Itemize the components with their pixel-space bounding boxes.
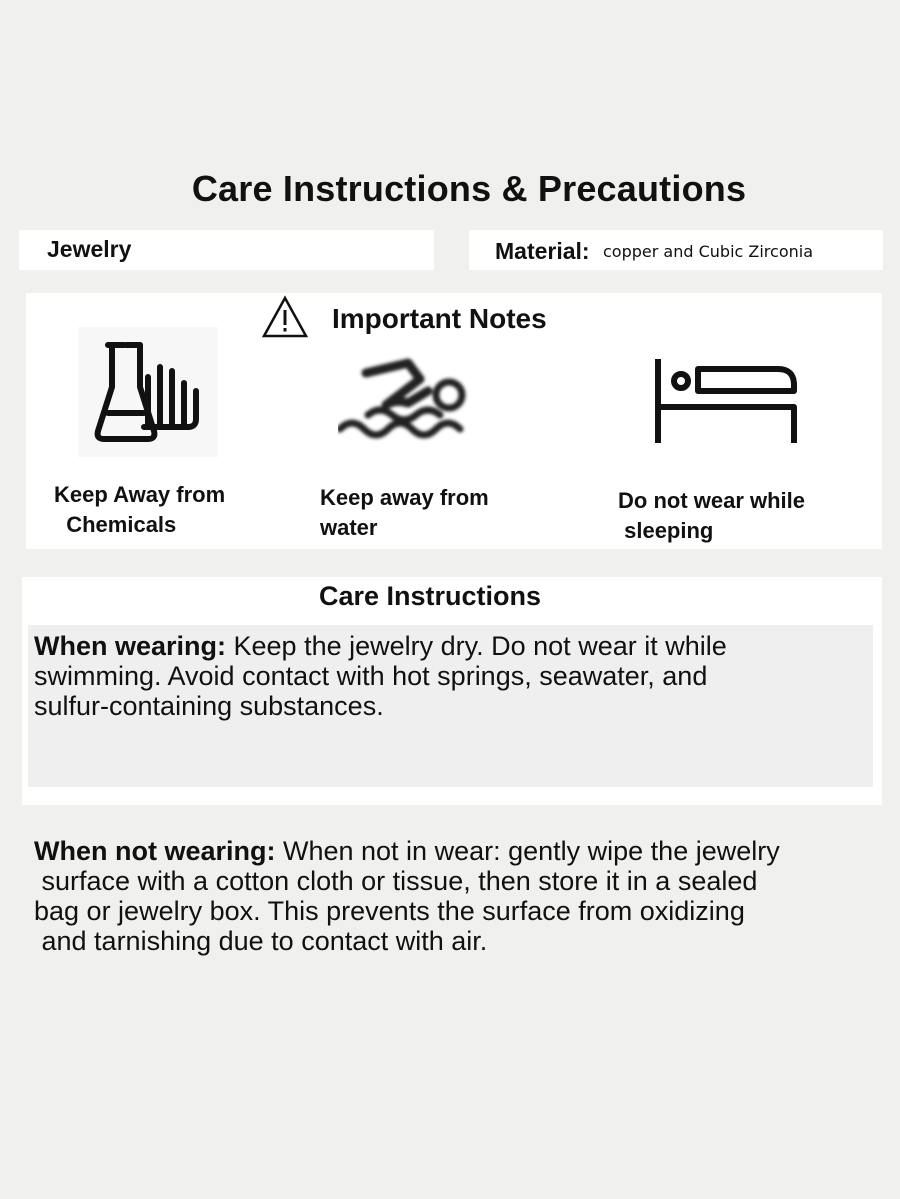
- when-wearing-paragraph: [34, 631, 727, 721]
- warning-icon: [261, 295, 309, 339]
- material-value: copper and Cubic Zirconia: [603, 242, 813, 261]
- material-box: [469, 230, 883, 270]
- when-not-wearing-text: When not in wear: gently wipe the jewelry surface with a cotton cloth or tissue, then store it in a sealed bag or jewelry box. This prevents the surface from oxidizing and tarnishing due to contact with air.: [34, 836, 780, 956]
- important-notes-heading: Important Notes: [332, 303, 547, 334]
- swimming-icon: [338, 353, 472, 449]
- note-label-chemicals: Keep Away from Chemicals: [54, 482, 226, 537]
- product-box: [19, 230, 434, 270]
- note-label-water: Keep away from water: [320, 485, 489, 540]
- page-title: Care Instructions & Precautions: [191, 168, 747, 209]
- chemicals-icon: [78, 327, 218, 457]
- when-wearing-text: Keep the jewelry dry. Do not wear it while swimming. Avoid contact with hot springs, seawater, and sulfur-containing substances.: [34, 631, 727, 721]
- bed-icon: [654, 357, 800, 445]
- when-wearing-box: [28, 625, 873, 787]
- note-label-sleeping: Do not wear while sleeping: [618, 488, 806, 543]
- product-name: Jewelry: [47, 236, 132, 262]
- when-wearing-label: When wearing:: [34, 631, 227, 661]
- important-notes-panel: [26, 293, 882, 549]
- when-not-wearing-paragraph: [34, 836, 780, 956]
- when-not-wearing-label: When not wearing:: [34, 836, 276, 866]
- care-instructions-panel: [22, 577, 882, 805]
- care-instructions-heading: Care Instructions: [318, 581, 542, 611]
- material-label: Material:: [495, 238, 590, 264]
